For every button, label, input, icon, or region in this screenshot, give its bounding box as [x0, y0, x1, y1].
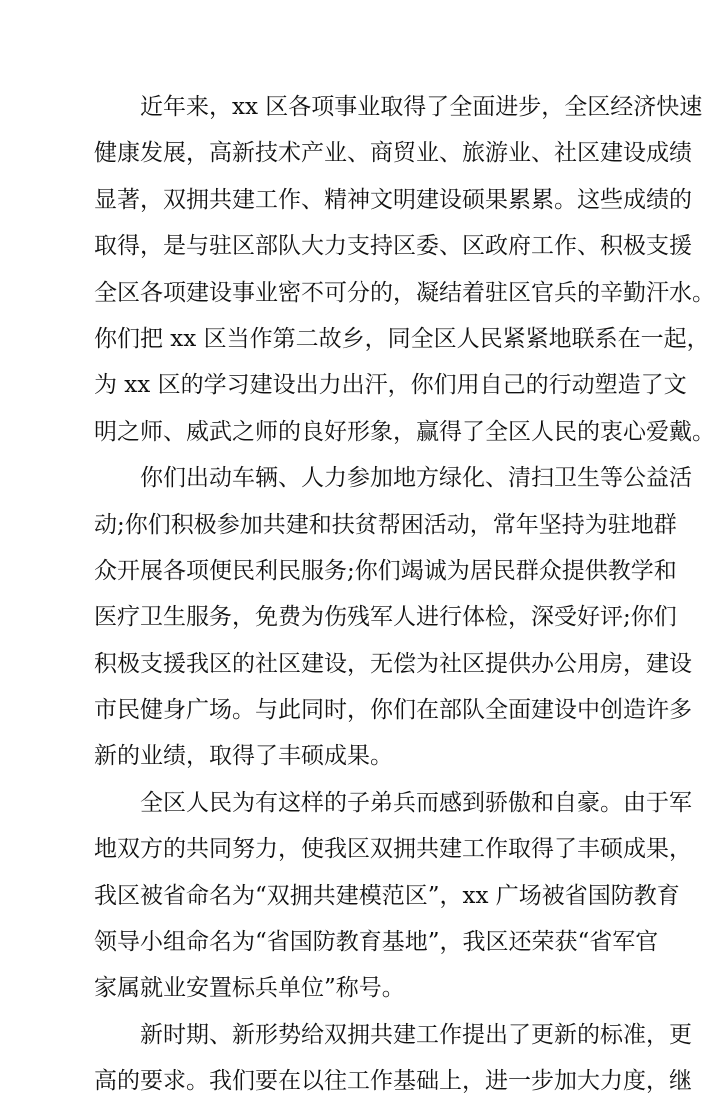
- text-line: 领导小组命名为“省国防教育基地”，我区还荣获“省军官: [94, 929, 659, 956]
- text-line: 你们把 xx 区当作第二故乡，同全区人民紧紧地联系在一起，: [94, 325, 710, 352]
- text-line: 新时期、新形势给双拥共建工作提出了更新的标准，更: [140, 1021, 692, 1048]
- text-line: 众开展各项便民利民服务;你们竭诚为居民群众提供教学和: [94, 557, 677, 584]
- text-line: 积极支援我区的社区建设，无偿为社区提供办公用房，建设: [94, 650, 692, 677]
- text-line: 地双方的共同努力，使我区双拥共建工作取得了丰硕成果，: [94, 836, 692, 863]
- paragraph-2: [94, 455, 692, 780]
- document-body: [94, 84, 715, 1105]
- paragraph-3: [94, 780, 692, 1012]
- text-line: 近年来，xx 区各项事业取得了全面进步，全区经济快速: [140, 94, 703, 120]
- text-line: 健康发展，高新技术产业、商贸业、旅游业、社区建设成绩: [94, 140, 692, 167]
- paragraph-1: [94, 84, 715, 455]
- text-line: 为 xx 区的学习建设出力出汗，你们用自己的行动塑造了文: [94, 372, 687, 399]
- text-line: 市民健身广场。与此同时，你们在部队全面建设中创造许多: [94, 697, 692, 724]
- text-line: 新的业绩，取得了丰硕成果。: [94, 743, 393, 770]
- text-line: 全区各项建设事业密不可分的，凝结着驻区官兵的辛勤汗水。: [94, 279, 715, 306]
- text-line: 取得，是与驻区部队大力支持区委、区政府工作、积极支援: [94, 233, 692, 260]
- paragraph-4: [94, 1012, 692, 1105]
- text-line: 全区人民为有这样的子弟兵而感到骄傲和自豪。由于军: [140, 789, 692, 816]
- text-line: 你们出动车辆、人力参加地方绿化、清扫卫生等公益活: [140, 465, 692, 492]
- text-line: 动;你们积极参加共建和扶贫帮困活动，常年坚持为驻地群: [94, 511, 677, 538]
- text-line: 显著，双拥共建工作、精神文明建设硕果累累。这些成绩的: [94, 186, 692, 213]
- text-line: 医疗卫生服务，免费为伤残军人进行体检，深受好评;你们: [94, 604, 677, 631]
- text-line: 明之师、威武之师的良好形象，赢得了全区人民的衷心爱戴。: [94, 418, 715, 445]
- text-line: 我区被省命名为“双拥共建模范区”，xx 广场被省国防教育: [94, 882, 680, 909]
- text-line: 高的要求。我们要在以往工作基础上，进一步加大力度，继: [94, 1068, 692, 1095]
- text-line: 家属就业安置标兵单位”称号。: [94, 975, 405, 1002]
